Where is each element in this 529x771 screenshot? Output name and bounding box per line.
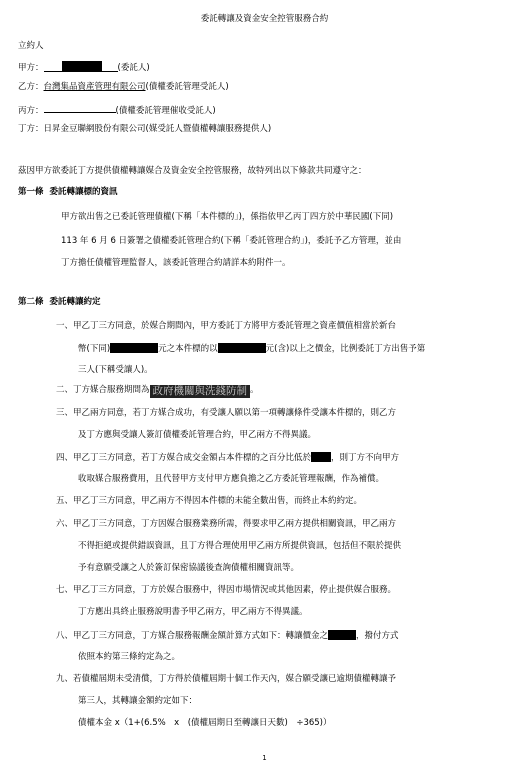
redaction-block [311,452,331,462]
clause-6-line-2: 不得拒絕或提供錯誤資訊，且丁方得合理使用甲乙兩方所提供資訊，包括但不限於提供 [78,541,402,551]
clause-2 [56,385,259,398]
article-2-title: 委託轉讓約定 [49,297,101,307]
party-jia-prefix: 甲方： [18,63,44,73]
party-bing-prefix: 丙方： [18,106,44,116]
clause-9-line-2: 第三人，其轉讓金額約定如下： [78,696,198,706]
clause-6-line-3: 予有意願受讓之人於簽訂保密協議後查詢債權相關資訊等。 [78,563,300,573]
clause-1-text-b: 元之本件標的以 [158,344,218,354]
clause-4-text-b: ，則丁方不向甲方 [331,453,400,463]
clause-2-text: 二、丁方媒合服務期間為 [56,385,150,395]
article-1-title: 委託轉讓標的資訊 [49,187,118,197]
intro-paragraph: 茲因甲方欲委託丁方提供債權轉讓媒合及資金安全控管服務，故特列出以下條款共同遵守之： [18,166,367,176]
clause-9-line-1: 九、若債權屆期未受清償，丁方得於債權屆期十個工作天內，媒合願受讓已逾期債權轉讓予 [56,674,397,684]
clause-3-line-2: 及丁方應與受讓人簽訂債權委託管理合約，甲乙兩方不得異議。 [78,430,317,440]
party-bing-suffix: (債權委託管理催收受託人) [115,106,216,116]
clause-1-line-3: 三人(下稱受讓人)。 [78,365,153,375]
clause-8-text-a: 八、甲乙丁三方同意，丁方媒合服務報酬金額計算方式如下：轉讓價金之 [56,631,329,641]
clause-1-text-a: 幣(下同) [78,344,111,354]
clause-5: 五、甲乙丁三方同意，甲乙兩方不得因本件標的未能全數出售，而終止本約約定。 [56,496,363,506]
clause-7-line-2: 丁方應出具終止服務說明書予甲乙兩方，甲乙兩方不得異議。 [78,607,308,617]
clause-4-text-a: 四、甲乙丁三方同意，若丁方媒合成交金額占本件標的之百分比低於 [56,453,312,463]
redaction-block [328,630,356,640]
article-2-number: 第二條 [18,297,44,307]
clause-1-line-2 [78,343,425,355]
party-bing [18,103,216,117]
clause-8-text-b: ，撥付方式 [356,631,399,641]
clause-3-line-1: 三、甲乙兩方同意，若丁方媒合成功，有受讓人願以第一項轉讓條件受讓本件標的，則乙方 [56,408,397,418]
clause-1-text-c: 元(含)以上之價金，比例委託丁方出售予第 [265,344,426,354]
article-2-heading [18,297,100,308]
clause-6-line-1: 六、甲乙丁三方同意，丁方因媒合服務業務所需，得要求甲乙兩方提供相關資訊，甲乙兩方 [56,519,397,529]
party-yi-prefix: 乙方： [18,82,44,92]
clause-1-line-1: 一、甲乙丁三方同意，於媒合期間內，甲方委託丁方將甲方委託管理之資產價值相當於新台 [56,321,397,331]
party-yi-suffix: (債權委託管理受託人) [145,82,229,92]
party-bing-blank [44,103,116,113]
clause-8-line-2: 依照本約第三條約定為之。 [78,652,181,662]
clause-2-end: 。 [250,385,259,395]
article-1-line-2: 113 年 6 月 6 日簽署之債權委託管理合約(下稱「委託管理合約」)，委託予乙方管理，並由 [61,236,402,246]
party-ding: 丁方：日昇金豆聯網股份有限公司(媒受託人暨債權轉讓服務提供人) [18,124,272,134]
clause-7-line-1: 七、甲乙丁三方同意，丁方於媒合服務中，得因市場情況或其他因素，停止提供媒合服務。 [56,585,397,595]
party-jia-blank [44,61,118,72]
formula: 債權本金 x（1+(6.5% x (債權屆期日至轉讓日天數) ÷365)） [78,718,332,728]
party-yi [18,82,229,93]
article-1-number: 第一條 [18,187,44,197]
clause-4-line-1 [56,452,399,464]
parties-heading: 立約人 [18,41,44,51]
page-number: 1 [262,754,267,762]
party-yi-company: 台灣集品資產管理有限公司 [43,82,146,92]
redaction-block [218,343,266,353]
party-jia-suffix: (委託人) [117,63,150,73]
article-1-line-1: 甲方欲出售之已委託管理債權(下稱「本件標的」)，係指依甲乙丙丁四方於中華民國(下同) [61,212,394,222]
party-jia [18,61,150,74]
article-1-heading [18,187,117,198]
watermark-stamp: 政府機關與洗錢防制 [150,385,251,398]
clause-4-line-2: 收取媒合服務費用，且代替甲方支付甲方應負擔之乙方委託管理報酬，作為補償。 [78,474,385,484]
redaction-block [110,343,158,353]
clause-8-line-1 [56,630,399,642]
contract-title: 委託轉讓及資金安全控管服務合約 [200,14,329,24]
redaction-block [62,61,102,71]
article-1-line-3: 丁方擔任債權管理監督人，該委託管理合約請詳本約附件一。 [61,258,291,268]
